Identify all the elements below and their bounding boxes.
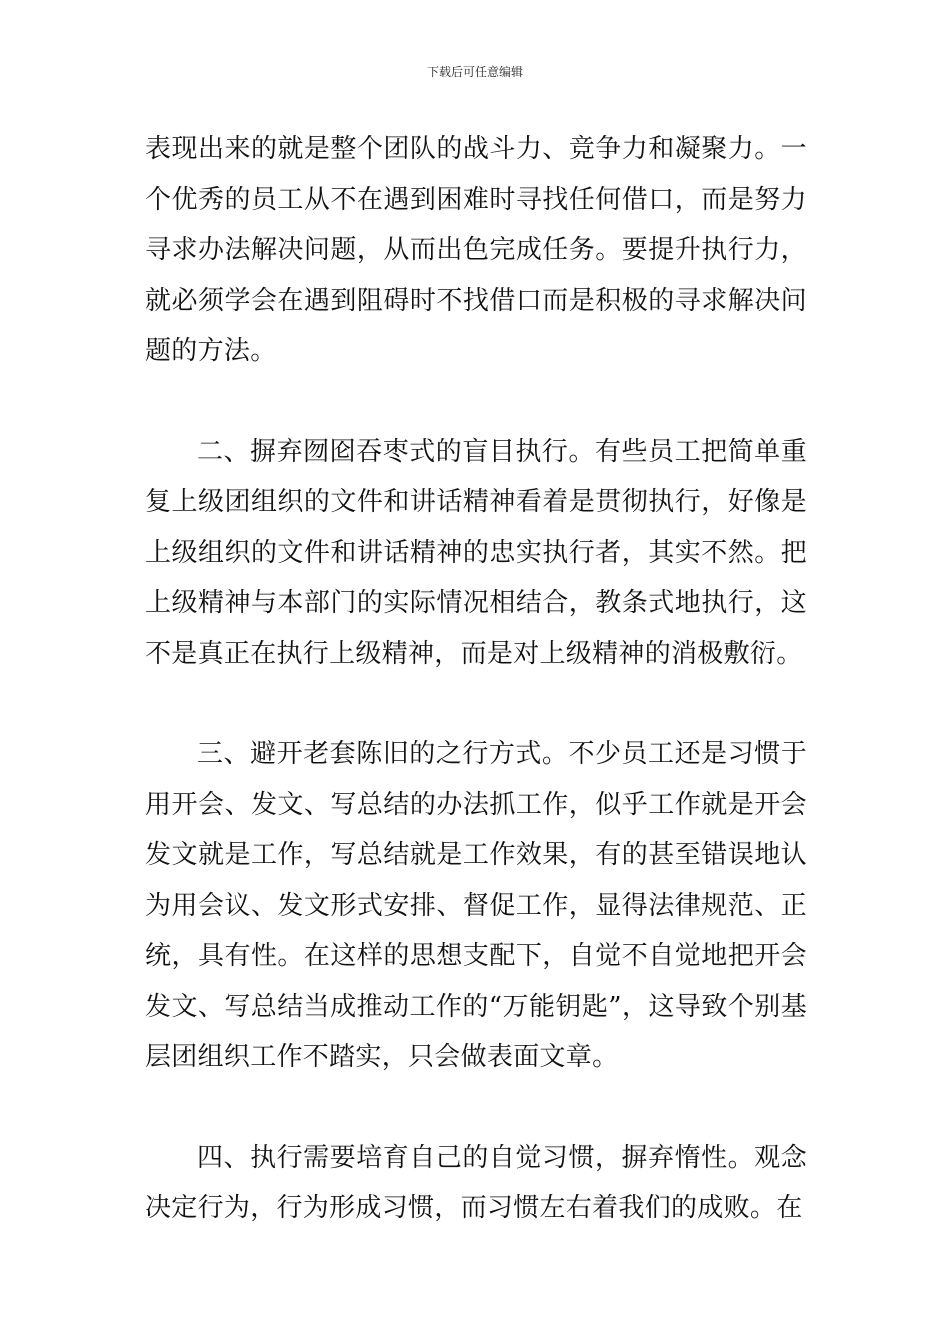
paragraph-4: 四、执行需要培育自己的自觉习惯，摒弃惰性。观念决定行为，行为形成习惯，而习惯左右着我们的成败。在 xyxy=(145,1142,807,1223)
page-header-note: 下载后可任意编辑 xyxy=(426,65,523,79)
paragraph-gap xyxy=(145,679,807,729)
paragraph-gap xyxy=(145,1083,807,1133)
paragraph-3: 三、避开老套陈旧的之行方式。不少员工还是习惯于用开会、发文、写总结的办法抓工作，似乎工作就是开会发文就是工作，写总结就是工作效果，有的甚至错误地认为用会议、发文形式安排、督促工作，显得法律规范、正统，具有性。在这样的思想支配下，自觉不自觉地把开会发文、写总结当成推动工作的“万能钥匙”，这导致个别基层团组织工作不踏实，只会做表面文章。 xyxy=(145,739,807,1072)
document-body xyxy=(145,124,807,1234)
paragraph-gap xyxy=(145,377,807,427)
paragraph-1: 表现出来的就是整个团队的战斗力、竞争力和凝聚力。一个优秀的员工从不在遇到困难时寻找任何借口，而是努力寻求办法解决问题，从而出色完成任务。要提升执行力，就必须学会在遇到阻碍时不找借口而是积极的寻求解决问题的方法。 xyxy=(145,134,807,366)
paragraph-2: 二、摒弃囫囵吞枣式的盲目执行。有些员工把简单重复上级团组织的文件和讲话精神看着是贯彻执行，好像是上级组织的文件和讲话精神的忠实执行者，其实不然。把上级精神与本部门的实际情况相结合，教条式地执行，这不是真正在执行上级精神，而是对上级精神的消极敷衍。 xyxy=(145,436,807,669)
